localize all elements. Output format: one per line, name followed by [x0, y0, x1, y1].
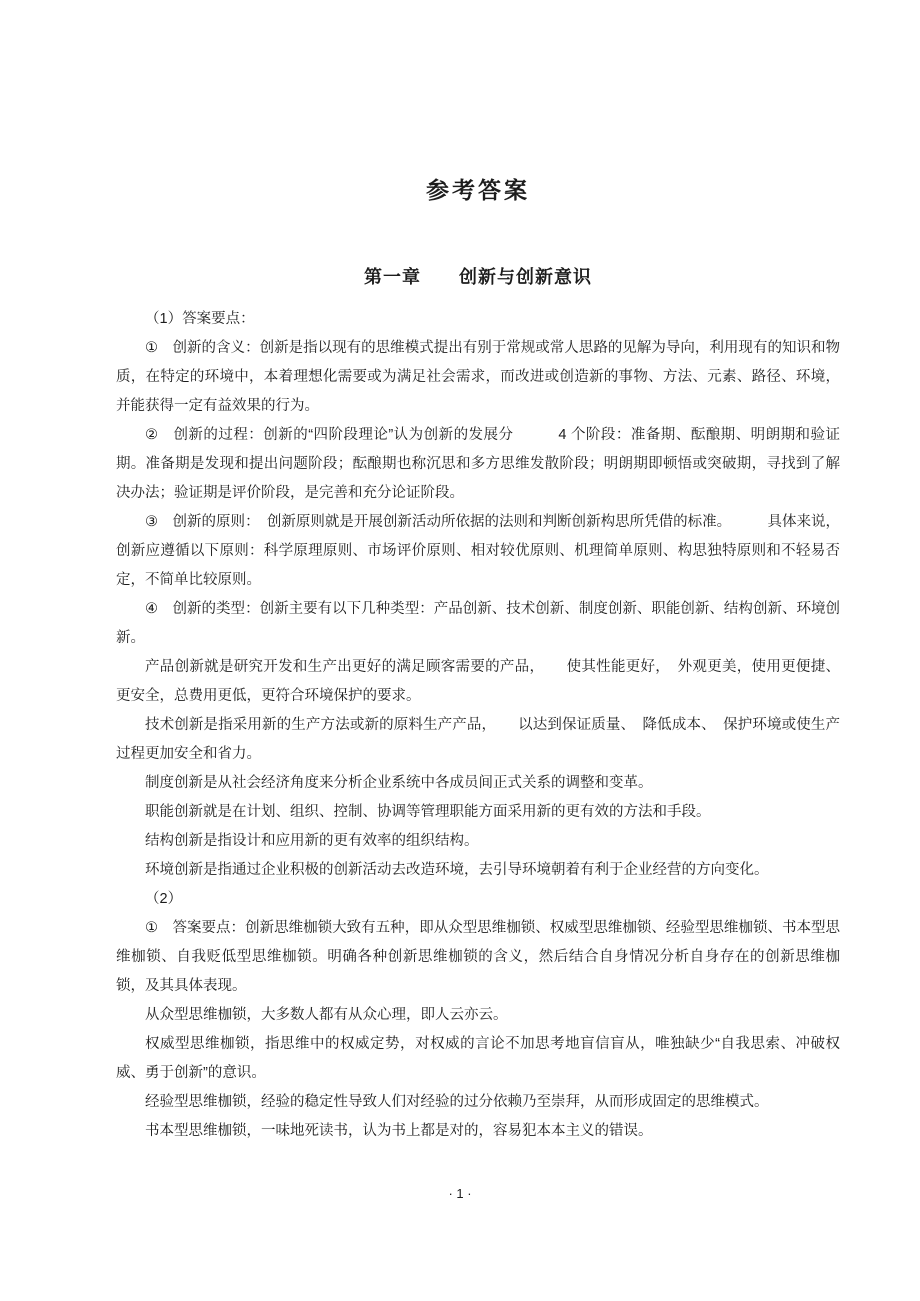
- document-body: [116, 305, 840, 1146]
- paragraph-environment-innovation: 环境创新是指通过企业积极的创新活动去改造环境，去引导环境朝着有利于企业经营的方向变化。: [145, 862, 769, 878]
- paragraph-innovation-process: ② 创新的过程：创新的“四阶段理论”认为创新的发展分 4 个阶段：准备期、酝酿期、明朗期和验证期。准备期是发现和提出问题阶段；酝酿期也称沉思和多方思维发散阶段；明朗期即顿悟或突破期，寻找到了解决办法；验证期是评价阶段，是完善和充分论证阶段。: [116, 427, 840, 501]
- paragraph-answer-points-2: ① 答案要点：创新思维枷锁大致有五种，即从众型思维枷锁、权威型思维枷锁、经验型思维枷锁、书本型思维枷锁、自我贬低型思维枷锁。明确各种创新思维枷锁的含义，然后结合自身情况分析自身存在的创新思维枷锁，及其具体表现。: [116, 920, 840, 994]
- paragraph-experience-lock: 经验型思维枷锁，经验的稳定性导致人们对经验的过分依赖乃至崇拜，从而形成固定的思维模式。: [145, 1094, 769, 1110]
- paragraph-answer-points-1: （1）答案要点：: [145, 311, 255, 327]
- paragraph-technology-innovation: 技术创新是指采用新的生产方法或新的原料生产产品， 以达到保证质量、 降低成本、 保护环境或使生产过程更加安全和省力。: [116, 717, 840, 762]
- paragraph-conformist-lock: 从众型思维枷锁，大多数人都有从众心理，即人云亦云。: [145, 1007, 508, 1023]
- paragraph-innovation-meaning: ① 创新的含义：创新是指以现有的思维模式提出有别于常规或常人思路的见解为导向，利用现有的知识和物质，在特定的环境中，本着理想化需要或为满足社会需求，而改进或创造新的事物、方法、元素、路径、环境，并能获得一定有益效果的行为。: [116, 340, 840, 414]
- paragraph-innovation-types: ④ 创新的类型：创新主要有以下几种类型：产品创新、技术创新、制度创新、职能创新、结构创新、环境创新。: [116, 601, 840, 646]
- paragraph-function-innovation: 职能创新就是在计划、组织、控制、协调等管理职能方面采用新的更有效的方法和手段。: [145, 804, 711, 820]
- paragraph-innovation-principles: ③ 创新的原则： 创新原则就是开展创新活动所依据的法则和判断创新构思所凭借的标准。 具体来说，创新应遵循以下原则：科学原理原则、市场评价原则、相对较优原则、机理简单原则、构思独特原则和不轻易否定，不简单比较原则。: [116, 514, 840, 588]
- chapter-heading: 第一章 创新与创新意识: [364, 267, 592, 287]
- page-number: · 1 ·: [448, 1186, 472, 1201]
- paragraph-system-innovation: 制度创新是从社会经济角度来分析企业系统中各成员间正式关系的调整和变革。: [145, 775, 653, 791]
- paragraph-question-2: （2）: [145, 891, 183, 907]
- paragraph-book-lock: 书本型思维枷锁，一味地死读书，认为书上都是对的，容易犯本本主义的错误。: [145, 1123, 653, 1139]
- paragraph-product-innovation: 产品创新就是研究开发和生产出更好的满足顾客需要的产品， 使其性能更好， 外观更美，使用更便捷、更安全，总费用更低，更符合环境保护的要求。: [116, 659, 840, 704]
- document-title: 参考答案: [426, 177, 530, 203]
- paragraph-authority-lock: 权威型思维枷锁，指思维中的权威定势，对权威的言论不加思考地盲信盲从，唯独缺少“自我思索、冲破权威、勇于创新”的意识。: [116, 1036, 840, 1081]
- paragraph-structure-innovation: 结构创新是指设计和应用新的更有效率的组织结构。: [145, 833, 479, 849]
